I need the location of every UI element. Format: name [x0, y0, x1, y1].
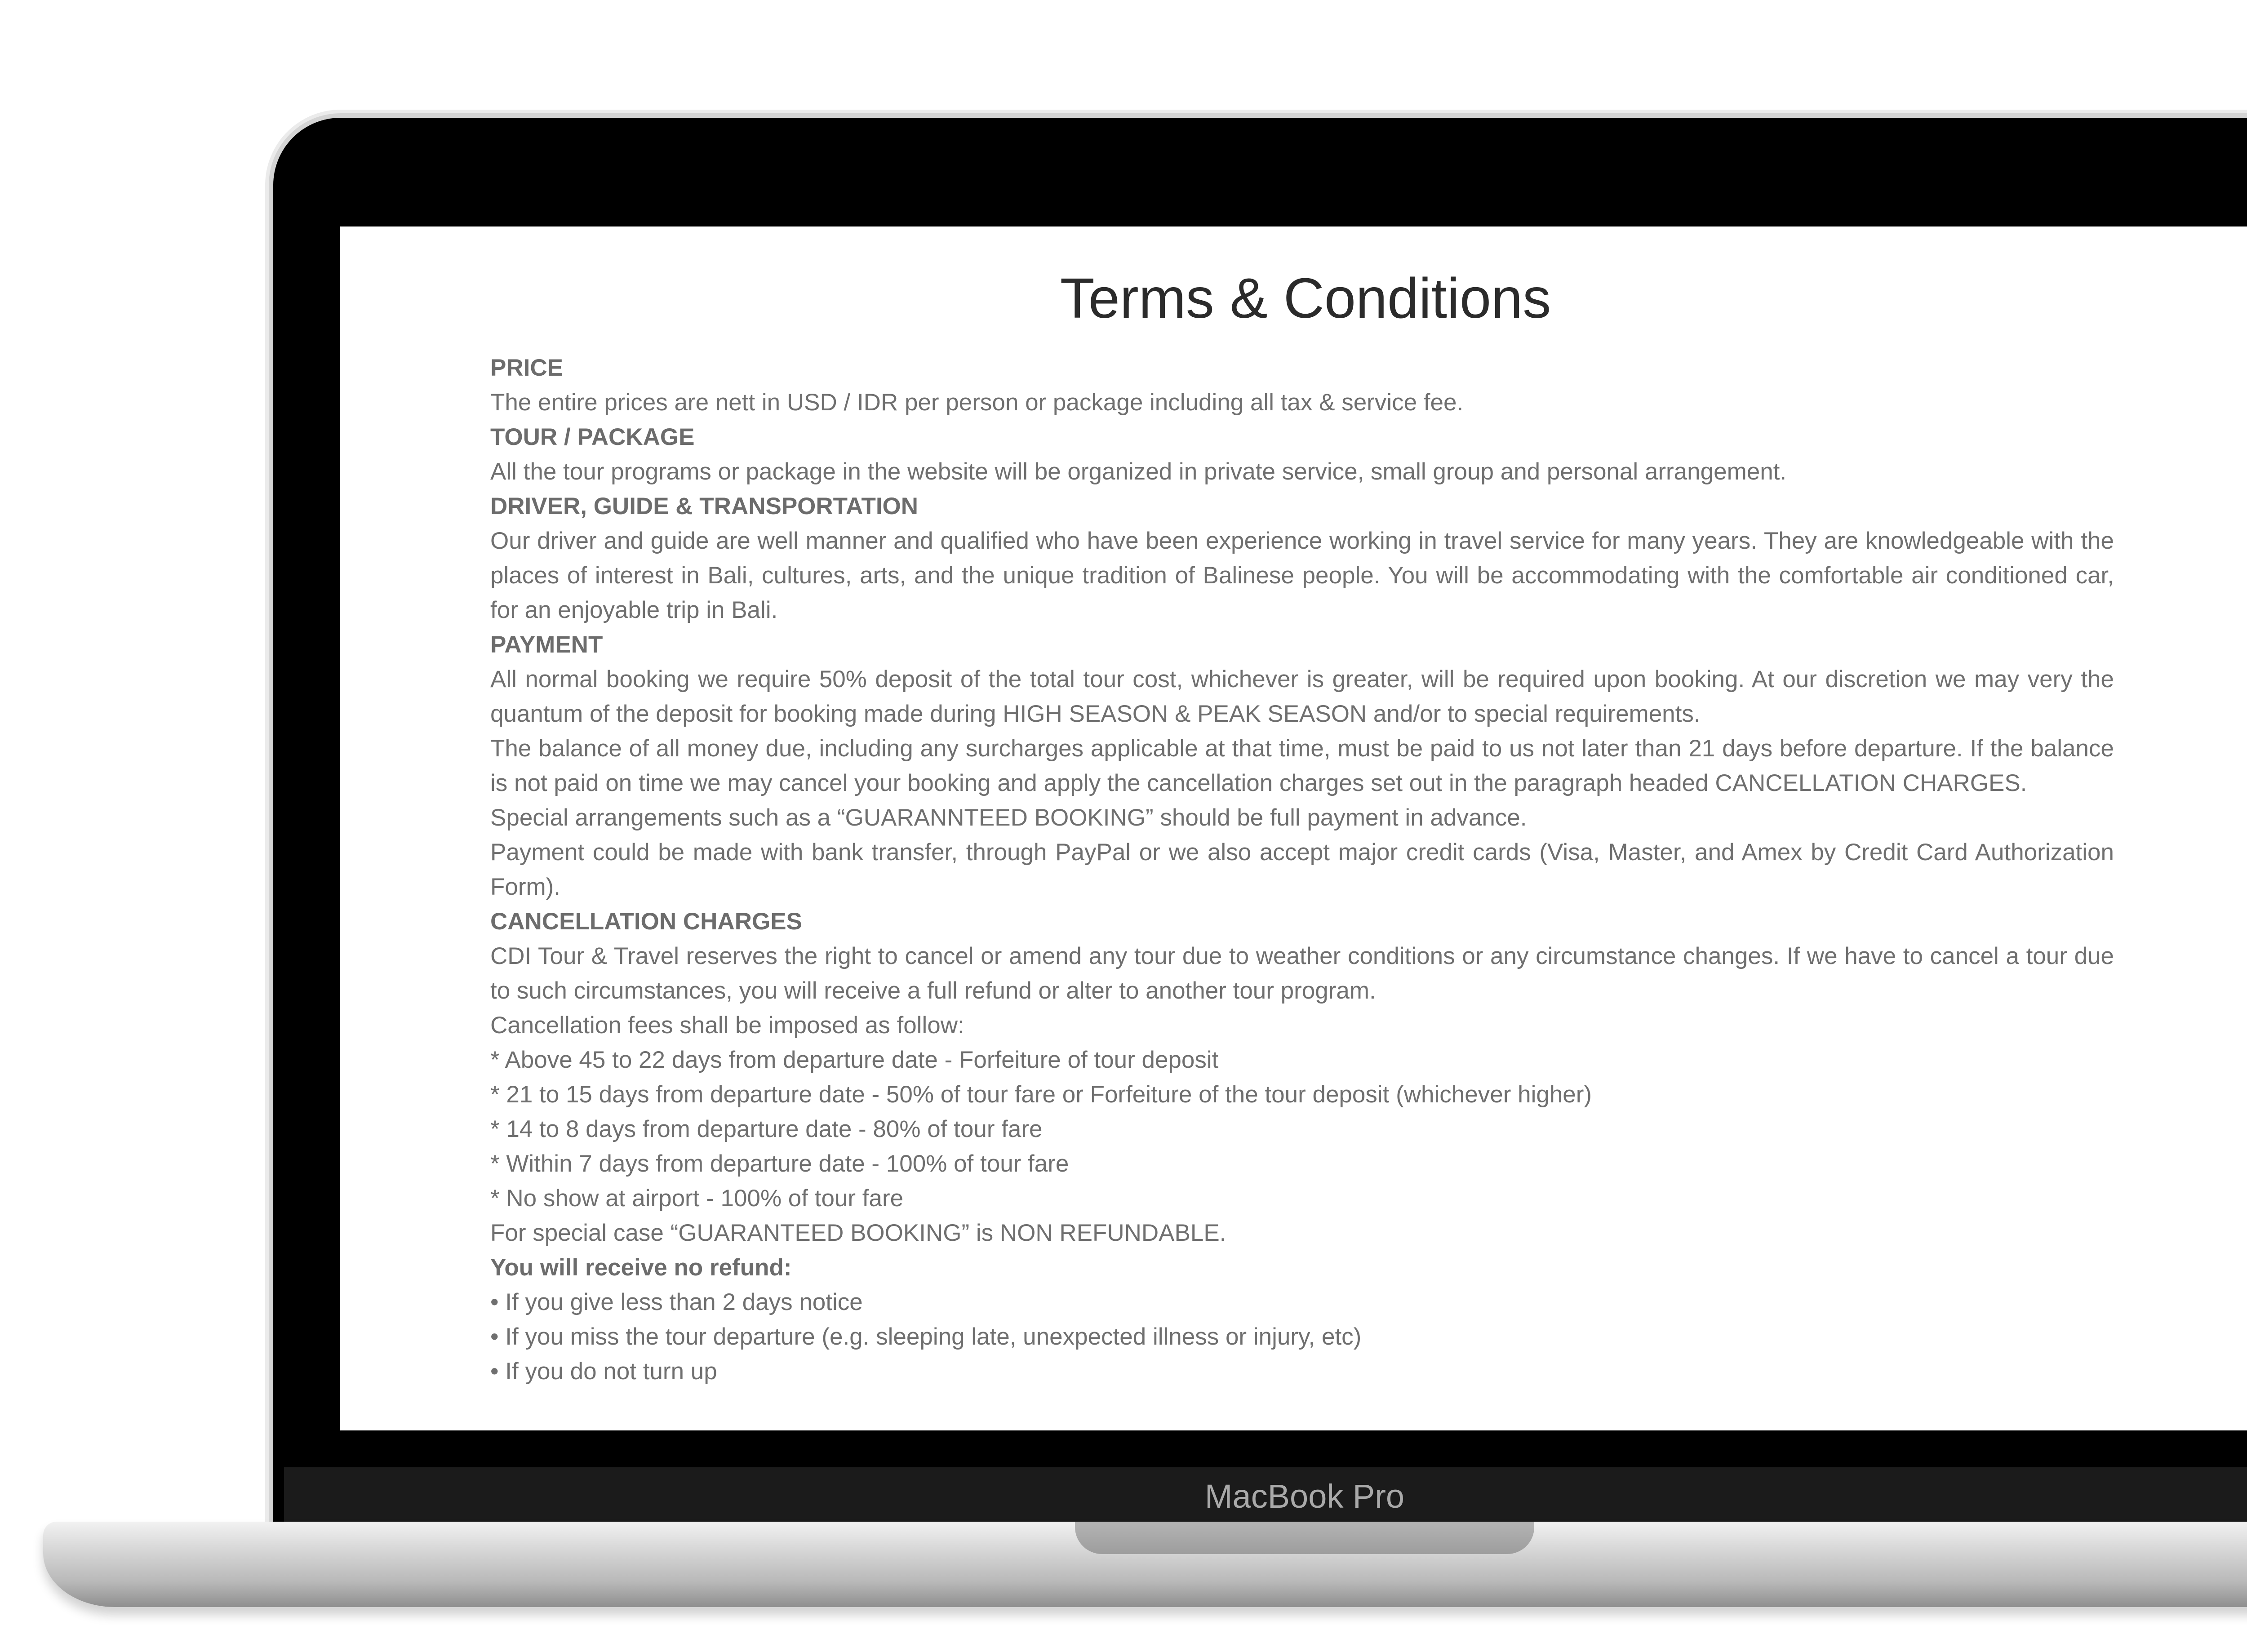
payment-deposit-paragraph: All normal booking we require 50% deposit of the total tour cost, whichever is greater, will be required upon booking. At our discretion we may very the quantum of the deposit for booking made during HIGH SEASON & PEAK SEASON and/or to special requirements. [490, 666, 2114, 727]
page-title: Terms & Conditions [1060, 266, 1551, 330]
cancellation-fee-item: * 14 to 8 days from departure date - 80% of tour fare [490, 1116, 1043, 1142]
cancellation-fee-item: * No show at airport - 100% of tour fare [490, 1185, 904, 1212]
no-refund-item: • If you miss the tour departure (e.g. sleeping late, unexpected illness or injury, etc) [490, 1323, 1362, 1350]
cancellation-fee-item: * Above 45 to 22 days from departure date - Forfeiture of tour deposit [490, 1047, 1219, 1073]
driver-guide-paragraph: Our driver and guide are well manner and qualified who have been experience working in travel service for many years. They are knowledgeable with the places of interest in Bali, cultures, arts, and the unique tradition of Balinese people. You will be accommodating with the comfortable air conditioned car, for an enjoyable trip in Bali. [490, 528, 2114, 623]
section-heading-payment: PAYMENT [490, 631, 603, 658]
terms-content [490, 351, 2114, 1389]
guaranteed-booking-note: For special case “GUARANTEED BOOKING” is NON REFUNDABLE. [490, 1220, 1226, 1246]
cancellation-fee-item: * Within 7 days from departure date - 100% of tour fare [490, 1150, 1069, 1177]
cancellation-fees-intro: Cancellation fees shall be imposed as follow: [490, 1012, 964, 1039]
payment-balance-paragraph: The balance of all money due, including any surcharges applicable at that time, must be paid to us not later than 21 days before departure. If the balance is not paid on time we may cancel your booking and apply the cancellation charges set out in the paragraph headed CANCELLATION CHARGES. [490, 735, 2114, 796]
section-heading-price: PRICE [490, 355, 563, 381]
section-heading-cancellation-charges: CANCELLATION CHARGES [490, 908, 802, 935]
cancellation-policy-paragraph: CDI Tour & Travel reserves the right to cancel or amend any tour due to weather conditions or any circumstance changes. If we have to cancel a tour due to such circumstances, you will receive a full refund or alter to another tour program. [490, 943, 2114, 1004]
section-heading-no-refund: You will receive no refund: [490, 1254, 792, 1281]
section-heading-driver-guide-transportation: DRIVER, GUIDE & TRANSPORTATION [490, 493, 919, 520]
no-refund-item: • If you give less than 2 days notice [490, 1289, 863, 1315]
price-paragraph: The entire prices are nett in USD / IDR per person or package including all tax & service fee. [490, 389, 1464, 416]
payment-special-arrangements-paragraph: Special arrangements such as a “GUARANNTEED BOOKING” should be full payment in advance. [490, 804, 1527, 831]
brand-label: MacBook Pro [1204, 1478, 1405, 1515]
tour-package-paragraph: All the tour programs or package in the website will be organized in private service, small group and personal arrangement. [490, 458, 1787, 485]
browser-viewport[interactable] [340, 226, 2247, 1430]
section-heading-tour-package: TOUR / PACKAGE [490, 424, 695, 450]
laptop-opening-notch [1075, 1522, 1534, 1554]
payment-methods-paragraph: Payment could be made with bank transfer, through PayPal or we also accept major credit cards (Visa, Master, and Amex by Credit Card Authorization Form). [490, 839, 2114, 900]
cancellation-fee-item: * 21 to 15 days from departure date - 50% of tour fare or Forfeiture of the tour deposit (whichever higher) [490, 1081, 1592, 1108]
no-refund-item: • If you do not turn up [490, 1358, 717, 1385]
